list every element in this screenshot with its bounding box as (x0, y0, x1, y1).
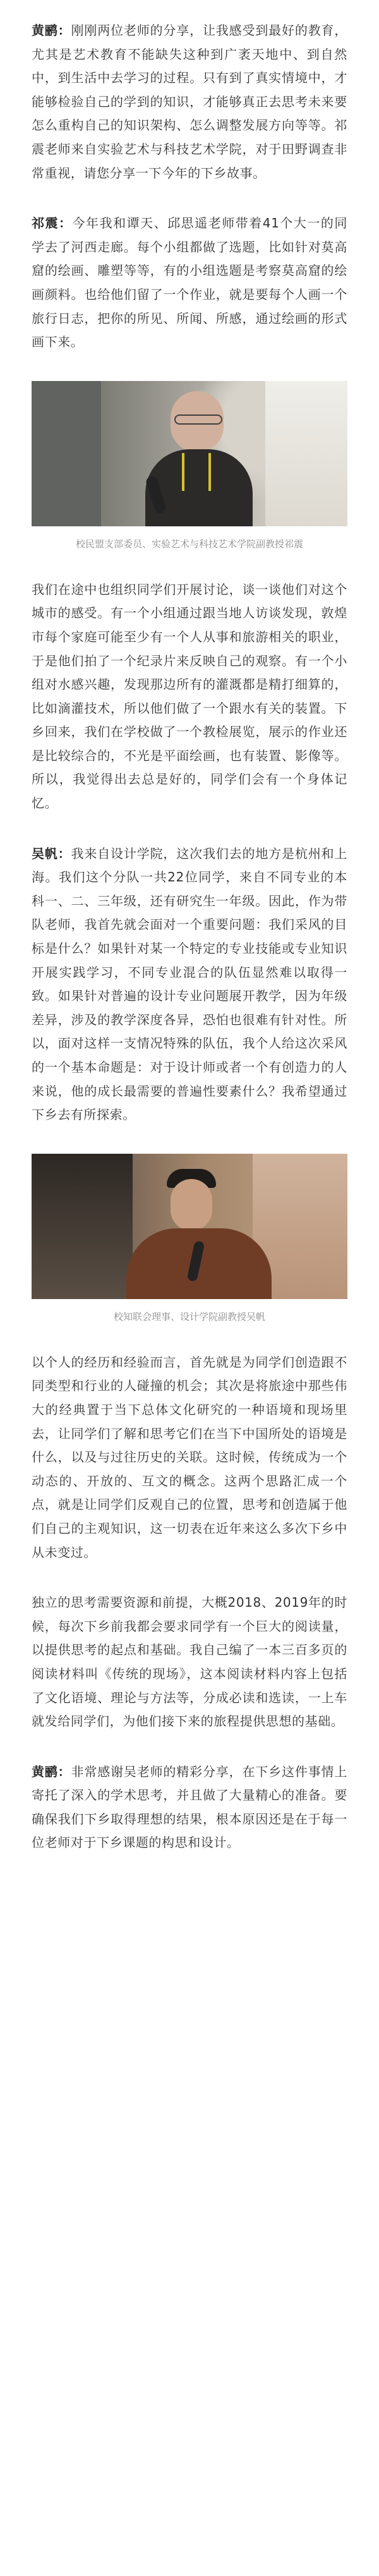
paragraph-text: 我们在途中也组织同学们开展讨论，谈一谈他们对这个城市的感受。有一个小组通过跟当地人访谈发现，敦煌市每个家庭可能至少有一个人从事和旅游相关的职业，于是他们拍了一个纪录片来反映自己的观察。有一个小组对水感兴趣，发现那边所有的灌溉都是精打细算的，比如滴灌技术，所以他们做了一个跟水有关的装置。下乡回来，我们在学校做了一个教检展览，展示的作业还是比较综合的，不光是平面绘画，也有装置、影像等。所以，我觉得出去总是好的，同学们会有一个身体记忆。 (32, 581, 347, 811)
photo-qizhen (32, 381, 347, 526)
speaker-glasses (174, 414, 222, 425)
speaker-huangli: 黄鹂： (32, 23, 71, 38)
paragraph-text: 今年我和谭天、邱思遥老师带着41个大一的同学去了河西走廊。每个小组都做了选题，比如针对莫高窟的绘画、雕塑等等，有的小组选题是考察莫高窟的绘画颜料。也给他们留了一个作业，就是要每个人画一个旅行日志，把你的所见、所闻、所感，通过绘画的形式画下来。 (32, 215, 347, 350)
photo-caption: 校民盟支部委员、实验艺术与科技艺术学院副教授祁震 (75, 538, 303, 550)
paragraph-text: 独立的思考需要资源和前提，大概2018、2019年的时候，每次下乡前我都会要求同学有一个巨大的阅读量，以提供思考的起点和基础。我自己编了一本三百多页的阅读材料叫《传统的现场》，这本阅读材料内容上包括了文化语境、理论与方法等，分成必读和选读，一上车就发给同学们，为他们接下来的旅程提供思想的基础。 (32, 1595, 347, 1729)
paragraph-huangli-intro (32, 19, 347, 185)
paragraph-text: 我来自设计学院，这次我们去的地方是杭州和上海。我们这个分队一共22位同学，来自不同专业的本科一、二、三年级，还有研究生一年级。因此，作为带队老师，我首先就会面对一个重要问题：我们采风的目标是什么？如果针对某一个特定的专业技能或专业知识开展实践学习，不同专业混合的队伍显然难以取得一致。如果针对普遍的设计专业问题展开教学，因为年级差异，涉及的教学深度各异，恐怕也很难有针对性。所以，面对这样一支情况特殊的队伍，我个人给这次采风的一个基本命题是：对于设计师或者一个有创造力的人来说，他的成长最需要的普遍性要素什么？我希望通过下乡去有所探索。 (32, 845, 347, 1123)
background-display-board (265, 381, 347, 526)
paragraph-qizhen (32, 212, 347, 354)
speaker-qizhen: 祁震： (32, 215, 73, 231)
paragraph-qizhen-continued (32, 578, 347, 816)
paragraph-text: 以个人的经历和经验而言，首先就是为同学们创造跟不同类型和行业的人碰撞的机会；其次是将旅途中那些伟大的经典置于当下总体文化研究的一种语境和现场里去，让同学们了解和思考它们在当下中国所处的语境是什么，以及与过往历史的关联。这时候，传统成为一个动态的、开放的、互文的概念。这两个思路汇成一个点，就是让同学们反观自己的位置，思考和创造属于他们自己的主观知识，这一切表在近年来这么多次下乡中从未变过。 (32, 1354, 347, 1560)
paragraph-reading-material (32, 1591, 347, 1734)
paragraph-wufan-continued (32, 1351, 347, 1564)
background-panel (32, 381, 101, 526)
speaker-head (171, 1179, 212, 1231)
paragraph-wufan (32, 842, 347, 1127)
lanyard-icon (182, 453, 211, 491)
photo-caption: 校知联会理事、设计学院副教授吴帆 (113, 1310, 265, 1322)
background-shelf (32, 1154, 133, 1299)
speaker-wufan: 吴帆： (32, 845, 71, 861)
photo-wufan-section (32, 1154, 347, 1324)
paragraph-text: 非常感谢吴老师的精彩分享，在下乡这件事情上寄托了深入的学术思考，并且做了大量精心的准备。要确保我们下乡取得理想的结果，根本原因还是在于每一位老师对于下乡课题的构思和设计。 (32, 1763, 347, 1851)
photo-wufan (32, 1154, 347, 1299)
paragraph-text: 刚刚两位老师的分享，让我感受到最好的教育，尤其是艺术教育不能缺失这种到广袤天地中、到自然中，到生活中去学习的过程。只有到了真实情境中，才能够检验自己的学到的知识，才能够真正去思考未来要怎么重构自己的知识架构、怎么调整发展方向等等。祁震老师来自实验艺术与科技艺术学院，对于田野调查非常重视，请您分享一下今年的下乡故事。 (32, 23, 347, 181)
paragraph-huangli-closing (32, 1760, 347, 1855)
speaker-huangli: 黄鹂： (32, 1763, 71, 1779)
photo-qizhen-section (32, 381, 347, 552)
